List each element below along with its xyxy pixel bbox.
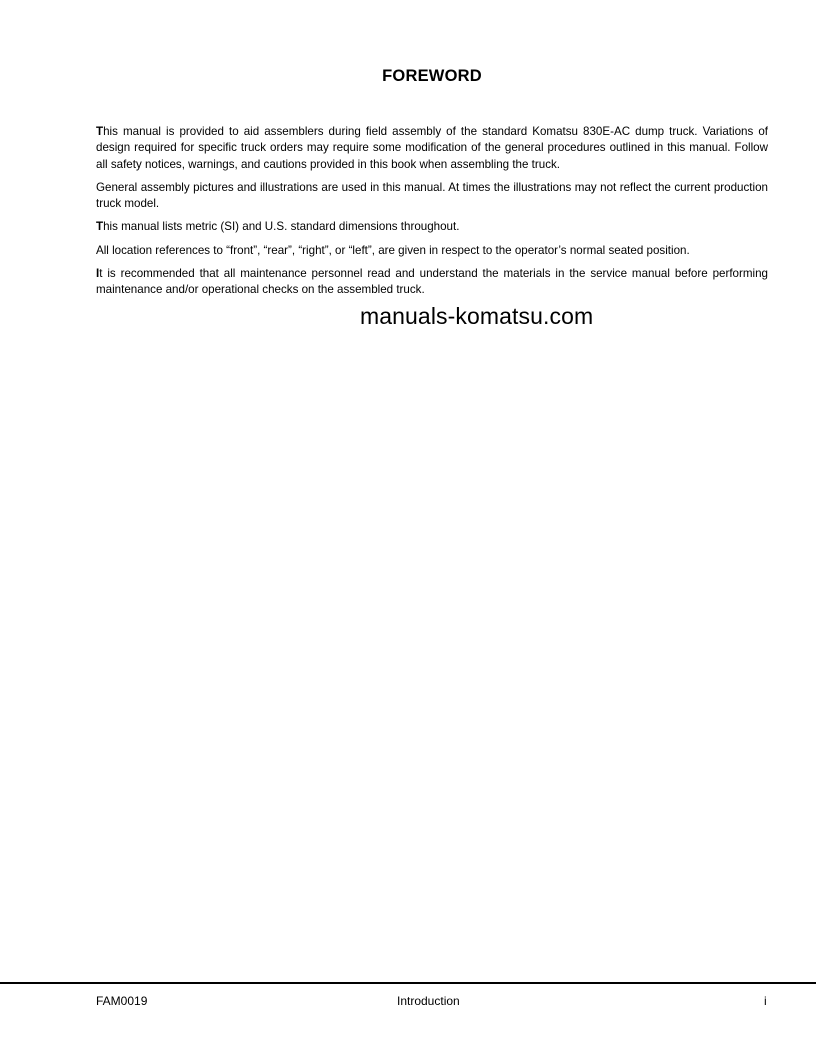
page-title: FOREWORD [382,67,482,85]
lead-letter: T [96,125,104,138]
paragraph-illustrations [96,180,768,213]
paragraph-text: All location references to “front”, “rear”, “right”, or “left”, are given in respect to the operator’s normal seated position. [96,243,690,257]
paragraph-text: his manual lists metric (SI) and U.S. standard dimensions throughout. [103,220,460,234]
document-id: FAM0019 [96,994,148,1008]
foreword-body [96,124,768,306]
footer-divider [0,982,816,984]
paragraph-text: General assembly pictures and illustrations are used in this manual. At times the illustrations may not reflect the current production truck model. [96,180,768,211]
section-name: Introduction [397,994,460,1008]
paragraph-dimensions [96,219,768,235]
watermark: manuals-komatsu.com [360,303,594,329]
paragraph-text: his manual is provided to aid assemblers during field assembly of the standard Komatsu 830E-AC dump truck. Variations of design required for specific truck orders may require some modification of the general procedures outlined in this manual. Follow all safety notices, warnings, and cautions provided in this book when assembling the truck. [96,125,768,171]
paragraph-purpose [96,124,768,173]
page-number: i [764,994,767,1008]
paragraph-text: t is recommended that all maintenance personnel read and understand the materials in the service manual before performing maintenance and/or operational checks on the assembled truck. [96,267,768,297]
lead-letter: I [96,267,100,281]
lead-letter: T [96,220,104,234]
paragraph-recommendation [96,266,768,299]
paragraph-location-references [96,243,768,259]
